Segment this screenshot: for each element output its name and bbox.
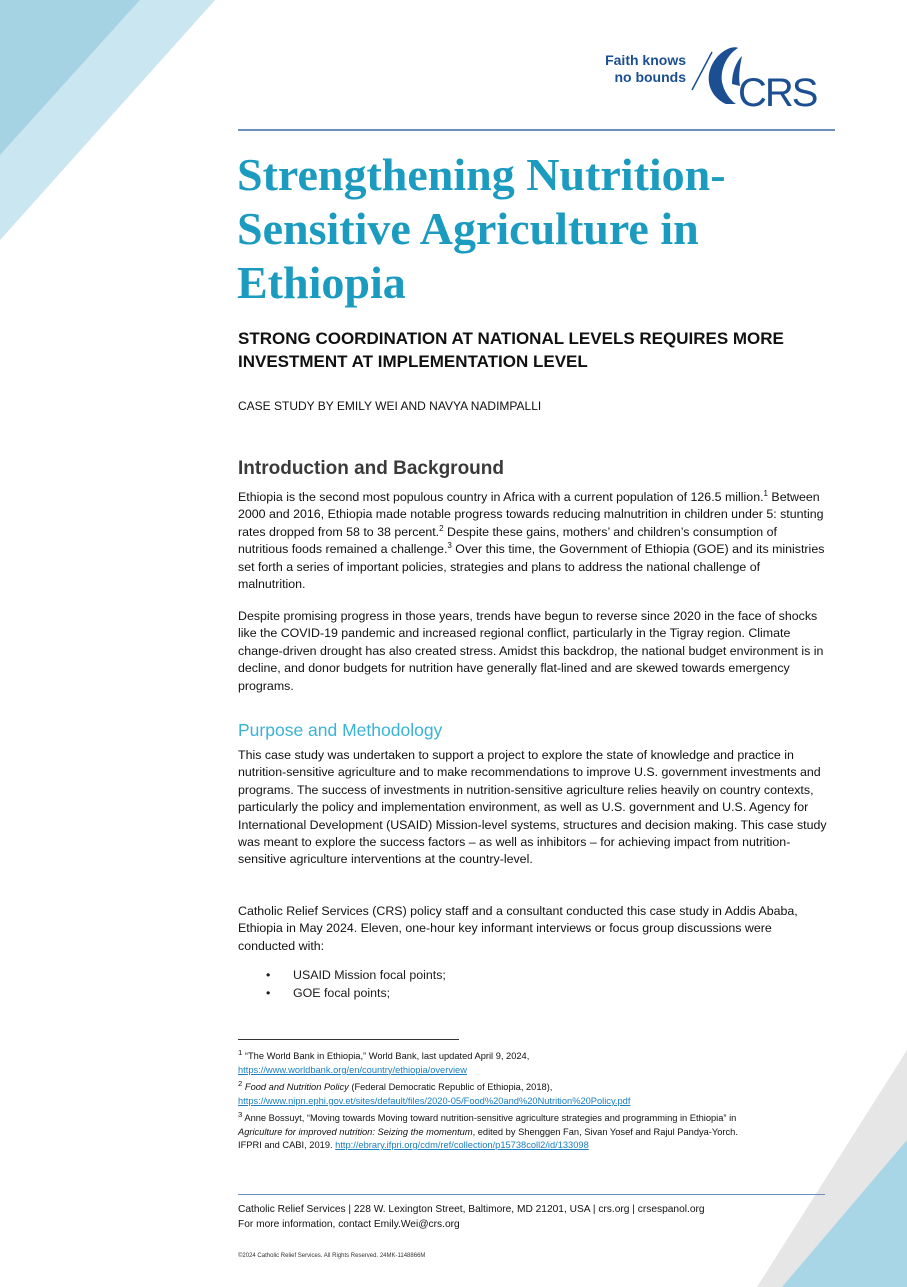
footnote-link[interactable]: https://www.nipn.ephi.gov.et/sites/default/files/2020-05/Food%20and%20Nutrition%20Policy.pdf bbox=[238, 1095, 631, 1106]
logo-tagline bbox=[590, 52, 686, 86]
tagline-line-1: Faith knows bbox=[605, 52, 686, 68]
list-item-text: USAID Mission focal points; bbox=[293, 968, 446, 982]
footnote-text: , edited by Shenggen Fan, Sivan Yosef and Rajul Pandya-Yorch. bbox=[472, 1126, 738, 1137]
footnote-2 bbox=[238, 1077, 838, 1108]
footnote-text: Anne Bossuyt, “Moving towards Moving toward nutrition-sensitive agriculture strategies and programming in Ethiopia” in bbox=[242, 1113, 737, 1124]
footnote-1 bbox=[238, 1046, 838, 1077]
footer-address: Catholic Relief Services | 228 W. Lexington Street, Baltimore, MD 21201, USA | crs.org | crsespanol.org bbox=[238, 1204, 705, 1215]
footnote-link[interactable]: http://ebrary.ifpri.org/cdm/ref/collection/p15738coll2/id/133098 bbox=[335, 1140, 589, 1151]
intro-paragraph-2: Despite promising progress in those years, trends have begun to reverse since 2020 in the face of shocks like the COVID-19 pandemic and increased regional conflict, particularly in the Tigray region. Climate change-driven drought has also created stress. Amidst this backdrop, the national budget environment is in decline, and donor budgets for nutrition have generally flat-lined and are skewed towards emergency programs. bbox=[238, 609, 824, 693]
footnote-number: 1 bbox=[238, 1048, 243, 1057]
list-item-text: GOE focal points; bbox=[293, 986, 391, 1000]
intro-sentence-2: Between 2000 and 2016, Ethiopia made notable progress towards reducing malnutrition in children under 5: stunting rates dropped from 58 to 38 percent. bbox=[238, 490, 824, 539]
page-footer bbox=[238, 1202, 705, 1232]
top-left-decoration bbox=[0, 0, 215, 245]
list-item bbox=[238, 984, 446, 1002]
document-title: Strengthening Nutrition-Sensitive Agriculture in Ethiopia bbox=[237, 149, 726, 308]
footnote-text: “The World Bank in Ethiopia,” World Bank, last updated April 9, 2024, bbox=[242, 1051, 530, 1062]
purpose-paragraph-2: Catholic Relief Services (CRS) policy staff and a consultant conducted this case study in Addis Ababa, Ethiopia in May 2024. Eleven, one-hour key informant interviews or focus group discussions were conducted with: bbox=[238, 904, 798, 953]
document-subtitle: STRONG COORDINATION AT NATIONAL LEVELS REQUIRES MORE INVESTMENT AT IMPLEMENTATION LEVEL bbox=[238, 329, 784, 371]
footnote-number: 3 bbox=[238, 1110, 243, 1119]
footnote-italic-title: Food and Nutrition Policy bbox=[244, 1082, 349, 1093]
intro-sentence-3: Despite these gains, mothers’ and children’s consumption of nutritious foods remained a challenge. bbox=[238, 524, 777, 557]
purpose-heading: Purpose and Methodology bbox=[238, 720, 443, 740]
header-divider bbox=[238, 129, 835, 131]
footnote-divider bbox=[238, 1039, 459, 1040]
footer-divider bbox=[238, 1194, 825, 1195]
logo-crs-text: CRS bbox=[738, 71, 817, 114]
footnote-italic-title: Agriculture for improved nutrition: Seizing the momentum bbox=[238, 1126, 473, 1137]
footnote-text: IFPRI and CABI, 2019. bbox=[238, 1140, 333, 1151]
footnote-link[interactable]: https://www.worldbank.org/en/country/ethiopia/overview bbox=[238, 1064, 467, 1075]
footnote-ref-3[interactable]: 3 bbox=[447, 541, 452, 551]
bullet-icon: • bbox=[266, 986, 271, 1000]
intro-heading: Introduction and Background bbox=[238, 458, 504, 479]
intro-sentence-4: Over this time, the Government of Ethiopia (GOE) and its ministries set forth a series of important policies, strategies and plans to address the national challenge of malnutrition. bbox=[238, 542, 825, 592]
tagline-line-2: no bounds bbox=[614, 69, 686, 85]
footnote-ref-2[interactable]: 2 bbox=[439, 523, 444, 533]
footer-contact: For more information, contact Emily.Wei@crs.org bbox=[238, 1219, 460, 1230]
informant-list bbox=[238, 966, 446, 1002]
bullet-icon: • bbox=[266, 968, 271, 982]
list-item bbox=[238, 966, 446, 984]
intro-paragraph-1 bbox=[238, 489, 830, 593]
purpose-paragraph-1: This case study was undertaken to support a project to explore the state of knowledge and practice in nutrition-sensitive agriculture and to make recommendations to improve U.S. government investments and programs. The success of investments in nutrition-sensitive agriculture relies heavily on country contexts, particularly the policy and implementation environment, as well as U.S. government and U.S. Agency for International Development (USAID) Mission-level systems, structures and decision making. This case study was meant to explore the success factors – as well as inhibitors – for achieving impact from nutrition-sensitive agriculture interventions at the country-level. bbox=[238, 748, 827, 867]
crs-logo bbox=[590, 44, 830, 114]
copyright-notice: ©2024 Catholic Relief Services. All Rights Reserved. 24MK-1148866M bbox=[238, 1253, 426, 1259]
byline: CASE STUDY BY EMILY WEI AND NAVYA NADIMPALLI bbox=[238, 399, 542, 413]
crs-emblem-icon bbox=[688, 44, 830, 114]
footnote-ref-1[interactable]: 1 bbox=[763, 488, 768, 498]
intro-sentence-1: Ethiopia is the second most populous country in Africa with a current population of 126.5 million. bbox=[238, 490, 764, 504]
footnote-text: (Federal Democratic Republic of Ethiopia, 2018), bbox=[348, 1082, 553, 1093]
footnote-3 bbox=[238, 1108, 838, 1153]
footnote-number: 2 bbox=[238, 1079, 243, 1088]
